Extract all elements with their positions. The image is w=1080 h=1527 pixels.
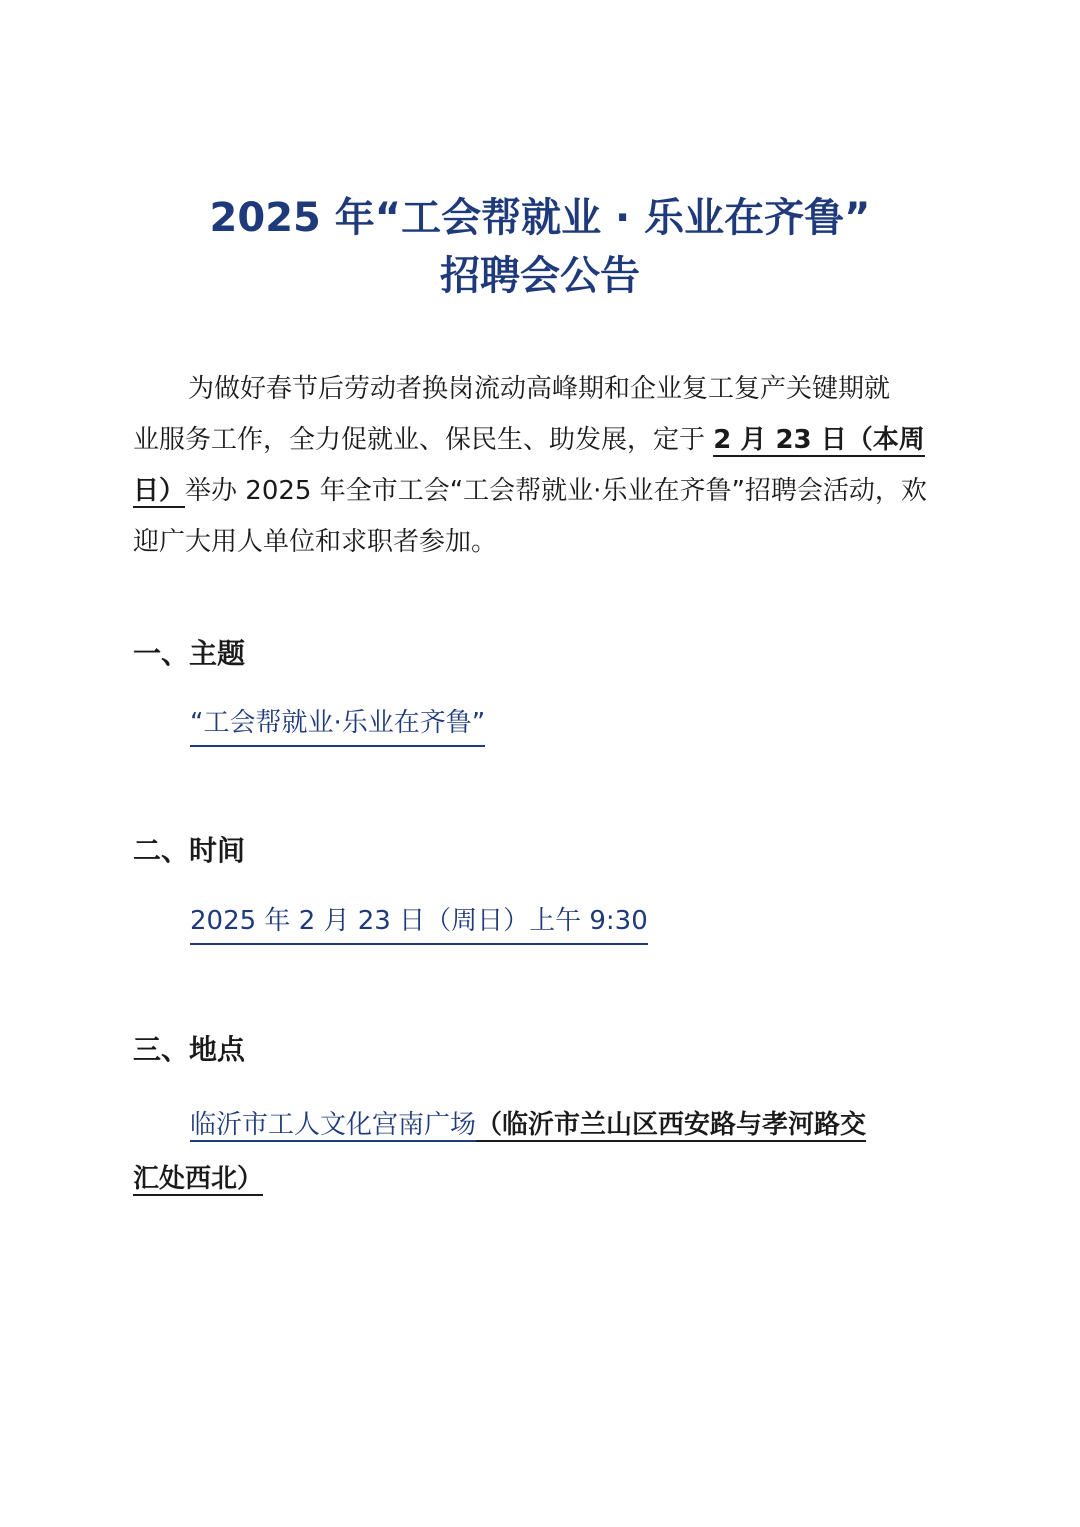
intro-line [133,415,947,466]
intro-line [133,466,947,517]
venue-address: 汇处西北） [133,1164,264,1194]
document-title-line-2: 招聘会公告 [440,253,640,299]
section-heading-location: 三、地点 [133,1033,246,1066]
location-line [133,1098,947,1152]
event-date-emphasis: 2 月 23 日（本周 [713,425,925,455]
event-date-emphasis: 日） [133,476,186,506]
location-line [133,1152,947,1206]
venue-name: 临沂市工人文化宫南广场 [190,1110,477,1140]
intro-text: 举办 2025 年全市工会“工会帮就业·乐业在齐鲁”招聘会活动，欢 [185,476,927,506]
intro-text: 业服务工作，全力促就业、保民生、助发展，定于 [133,425,714,455]
time-value: 2025 年 2 月 23 日（周日）上午 9:30 [190,901,648,945]
location-value [133,1098,947,1206]
intro-line: 为做好春节后劳动者换岗流动高峰期和企业复工复产关键期就 [188,374,891,404]
intro-line: 迎广大用人单位和求职者参加。 [133,527,498,557]
theme-value: “工会帮就业·乐业在齐鲁” [190,703,485,747]
section-heading-time: 二、时间 [133,834,246,867]
document-title-line-1: 2025 年“工会帮就业 · 乐业在齐鲁” [209,195,871,241]
section-heading-theme: 一、主题 [133,637,246,670]
intro-paragraph [133,364,947,568]
venue-address: （临沂市兰山区西安路与孝河路交 [476,1110,867,1140]
